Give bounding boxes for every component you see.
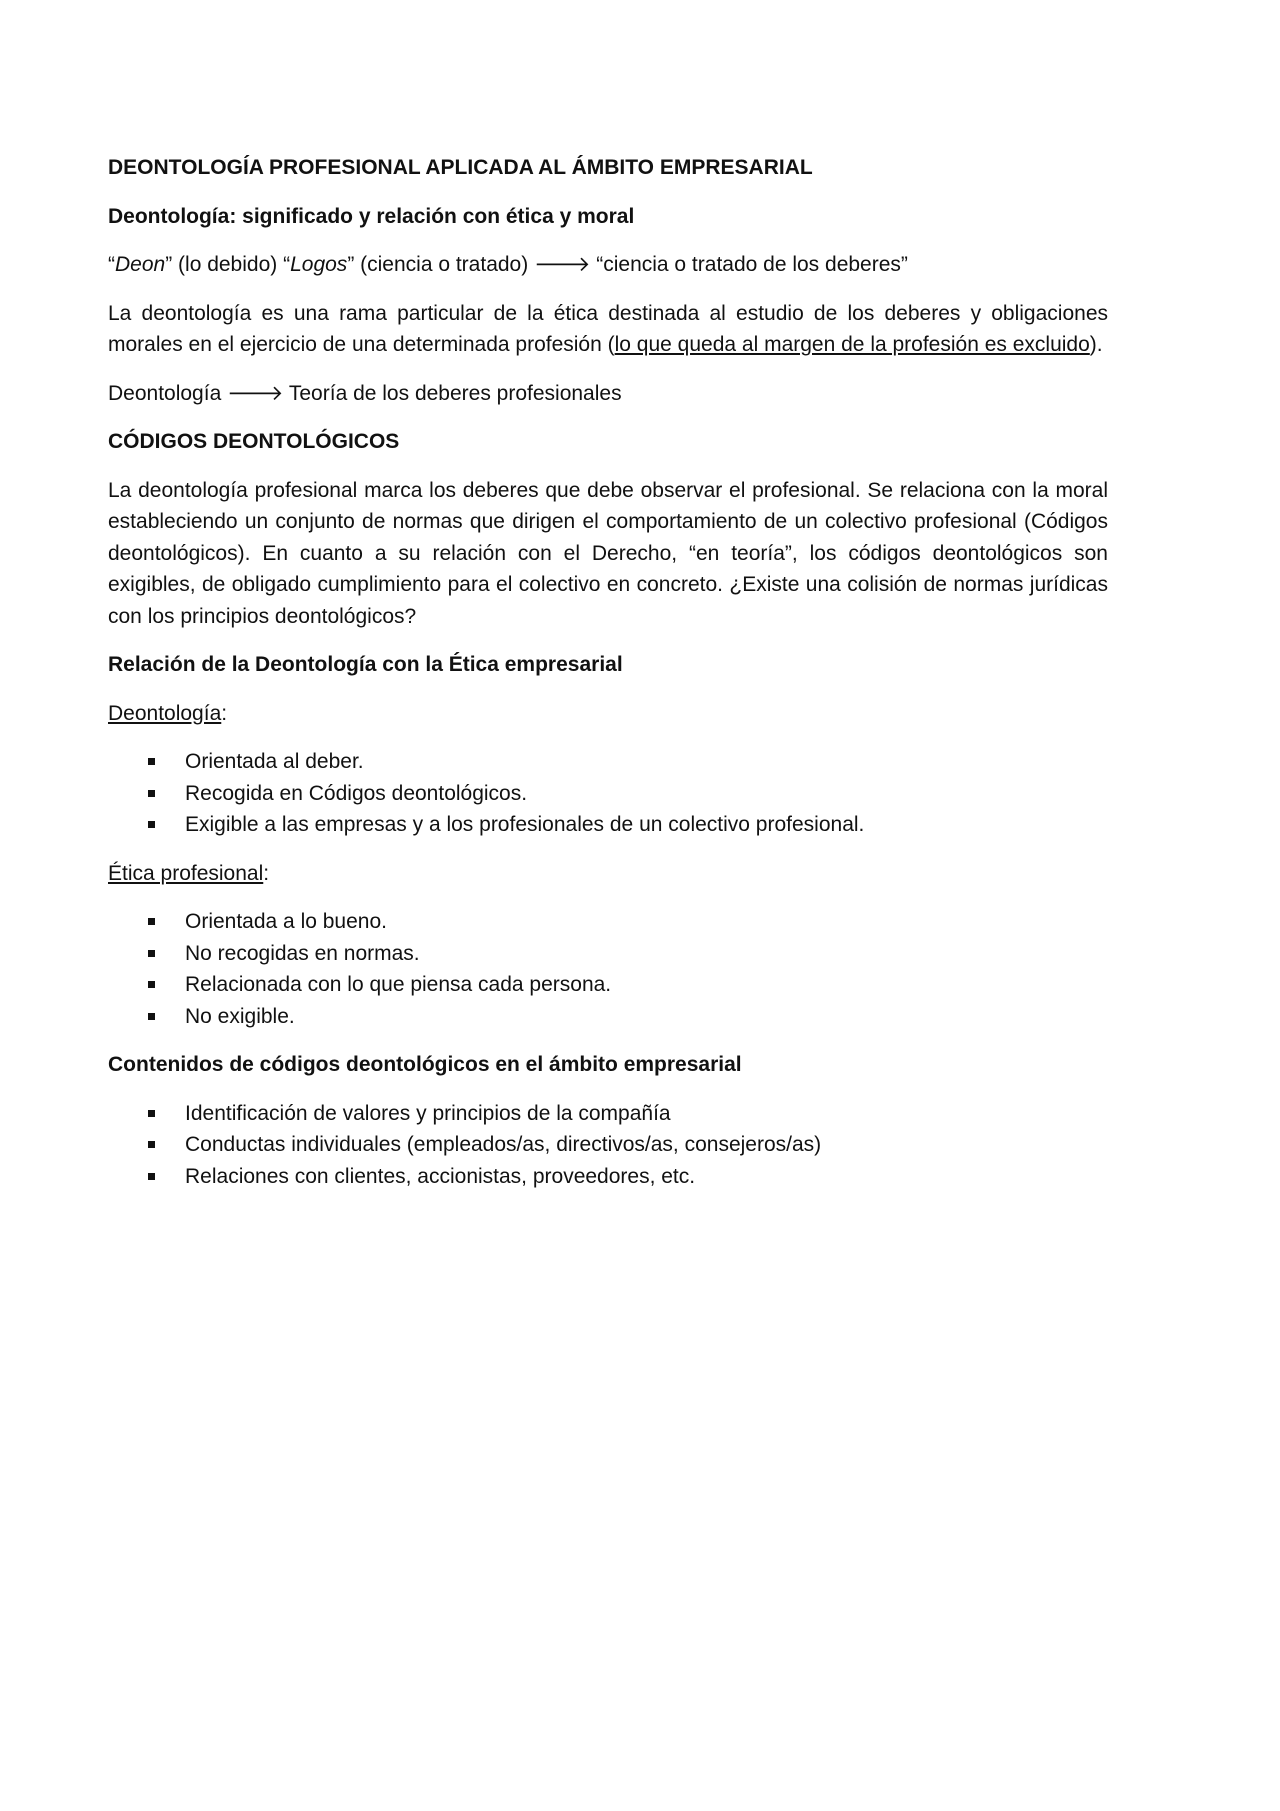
list-item-text: Conductas individuales (empleados/as, directivos/as, consejeros/as): [185, 1133, 822, 1156]
square-bullet-icon: [148, 790, 155, 797]
ethics-label-line: [108, 858, 1108, 890]
list-item-text: Identificación de valores y principios de la compañía: [185, 1101, 671, 1125]
list-item: [108, 1161, 1108, 1193]
deontology-colon: :: [221, 701, 228, 725]
arrow-right-icon: 🡒: [227, 381, 284, 405]
square-bullet-icon: [148, 918, 155, 925]
square-bullet-icon: [148, 1141, 155, 1148]
list-item-text: No recogidas en normas.: [185, 941, 420, 965]
term-logos: Logos: [290, 253, 348, 276]
square-bullet-icon: [148, 1013, 155, 1020]
theory-term: Deontología: [108, 381, 228, 405]
list-item: [108, 969, 1108, 1001]
square-bullet-icon: [148, 981, 155, 988]
list-item-text: No exigible.: [185, 1004, 295, 1028]
arrow-right-icon: 🡒: [534, 253, 591, 276]
section-heading-codes: CÓDIGOS DEONTOLÓGICOS: [108, 430, 400, 453]
list-item: [108, 1001, 1108, 1033]
ethics-label: Ética profesional: [108, 861, 264, 885]
square-bullet-icon: [148, 1173, 155, 1180]
list-item: [108, 1129, 1108, 1161]
deontology-label-line: [108, 698, 1108, 730]
square-bullet-icon: [148, 1110, 155, 1117]
etymology-part-2: ” (ciencia o tratado): [347, 253, 535, 276]
theory-definition: Teoría de los deberes profesionales: [283, 381, 622, 405]
list-item: [108, 746, 1108, 778]
theory-line: [108, 378, 1108, 410]
etymology-line: [108, 249, 1108, 281]
square-bullet-icon: [148, 950, 155, 957]
list-item-text: Recogida en Códigos deontológicos.: [185, 781, 528, 805]
list-item: [108, 938, 1108, 970]
deontology-label: Deontología: [108, 701, 222, 725]
etymology-quote-open: “: [108, 253, 115, 276]
section-heading-relation: Relación de la Deontología con la Ética empresarial: [108, 653, 623, 676]
term-deon: Deon: [115, 253, 166, 276]
list-item-text: Exigible a las empresas y a los profesionales de un colectivo profesional.: [185, 813, 865, 836]
codes-paragraph: La deontología profesional marca los deberes que debe observar el profesional. Se relaciona con la moral estableciendo un conjunto de normas que dirigen el comportamiento de un colectivo profesional (Códigos deontológicos). En cuanto a su relación con el Derecho, “en teoría”, los códigos deontológicos son exigibles, de obligado cumplimiento para el colectivo en concreto. ¿Existe una colisión de normas jurídicas con los principios deontológicos?: [108, 478, 1108, 628]
list-item: [108, 1098, 1108, 1130]
deontology-list: [108, 746, 1108, 841]
etymology-part-1: ” (lo debido) “: [165, 253, 291, 276]
definition-end: ).: [1089, 333, 1103, 356]
definition-underlined: lo que queda al margen de la profesión es excluido: [614, 333, 1090, 356]
section-heading-contents: Contenidos de códigos deontológicos en el ámbito empresarial: [108, 1053, 742, 1076]
list-item: [108, 809, 1108, 841]
square-bullet-icon: [148, 821, 155, 828]
ethics-list: [108, 906, 1108, 1032]
document-title: DEONTOLOGÍA PROFESIONAL APLICADA AL ÁMBITO EMPRESARIAL: [108, 156, 813, 179]
list-item: [108, 906, 1108, 938]
definition-text: La deontología es una rama particular de la ética destinada al estudio de los deberes y obligaciones morales en el ejercicio de una determinada profesión (: [108, 301, 1108, 356]
ethics-colon: :: [263, 861, 270, 885]
etymology-part-3: “ciencia o tratado de los deberes”: [590, 253, 908, 276]
list-item: [108, 778, 1108, 810]
list-item-text: Relaciones con clientes, accionistas, proveedores, etc.: [185, 1164, 696, 1188]
definition-paragraph: [108, 298, 1108, 361]
square-bullet-icon: [148, 758, 155, 765]
list-item-text: Relacionada con lo que piensa cada persona.: [185, 973, 612, 996]
list-item-text: Orientada a lo bueno.: [185, 910, 387, 933]
list-item-text: Orientada al deber.: [185, 750, 364, 773]
contents-list: [108, 1098, 1108, 1193]
section-heading-definition: Deontología: significado y relación con ética y moral: [108, 204, 635, 228]
